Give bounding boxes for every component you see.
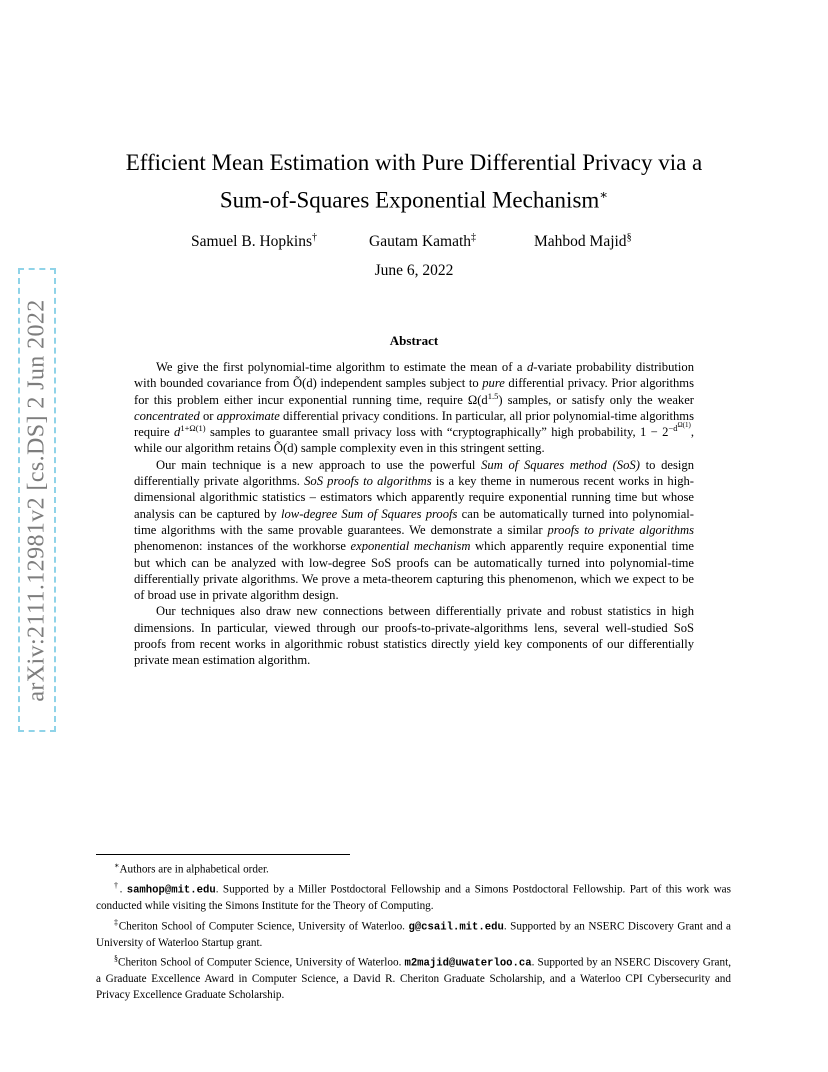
author-hopkins-marker: †: [312, 232, 317, 243]
abstract-body: [134, 359, 694, 669]
paper-title: [90, 147, 738, 217]
footnote-authors-order: ∗Authors are in alphabetical order.: [114, 861, 269, 876]
paper-title-line-1: Efficient Mean Estimation with Pure Differential Privacy via a: [125, 150, 703, 175]
abstract-paragraph-3: Our techniques also draw new connections between differentially private and robust statistics in high dimensions. In particular, viewed through our proofs-to-private-algorithms lens, several well-studied SoS proofs from recent works in algorithmic robust statistics directly yield key components of our differentially private mean estimation algorithm.: [134, 604, 694, 668]
abstract-paragraph-1: We give the first polynomial-time algorithm to estimate the mean of a d-variate probability distribution with bounded covariance from Õ(d) independent samples subject to pure differential privacy. Prior algorithms for this problem either incur exponential running time, require $\Omega(d^{1.5})$ samples, or satisfy only the weaker concentrated or approximate differential privacy conditions. In particular, all prior polynomial-time algorithms require $d^{1+\Omega(1)}$ samples to guarantee small privacy loss with “cryptographically” high probability, $1 - 2^{-d^{\Omega(1)}}$, while our algorithm retains Õ(d) sample complexity even in this stringent setting.: [134, 360, 694, 456]
footnote-kamath: ‡Cheriton School of Computer Science, University of Waterloo. g@csail.mit.edu. Supported by an NSERC Discovery Grant and a University of Waterloo Startup grant.: [96, 917, 731, 949]
footnote-majid: §Cheriton School of Computer Science, University of Waterloo. m2majid@uwaterloo.ca. Supported by an NSERC Discovery Grant, a Graduate Excellence Award in Computer Science, a David R. Cheriton Graduate Scholarship, and a Waterloo CPI Cybersecurity and Privacy Excellence Graduate Scholarship.: [96, 954, 732, 1001]
paper-title-line-2: Sum-of-Squares Exponential Mechanism∗: [219, 187, 609, 213]
email-kamath[interactable]: g@csail.mit.edu: [408, 921, 504, 934]
arxiv-identifier-text: arXiv:2111.12981v2 [cs.DS] 2 Jun 2022: [23, 298, 50, 702]
email-majid[interactable]: m2majid@uwaterloo.ca: [404, 957, 532, 970]
abstract-heading: Abstract: [389, 333, 439, 348]
author-kamath: Gautam Kamath‡: [369, 232, 477, 251]
author-hopkins: Samuel B. Hopkins†: [191, 232, 317, 251]
title-footnote-marker: ∗: [599, 187, 609, 202]
author-majid-marker: §: [626, 232, 632, 243]
footnote-divider: [96, 854, 350, 855]
publication-date: June 6, 2022: [374, 262, 454, 279]
footnotes: [96, 858, 731, 1003]
author-kamath-marker: ‡: [471, 232, 477, 243]
abstract-paragraph-2: Our main technique is a new approach to use the powerful Sum of Squares method (SoS) to design differentially private algorithms. SoS proofs to algorithms is a key theme in numerous recent works in high-dimensional algorithmic statistics – estimators which apparently require exponential running time but whose analysis can be captured by low-degree Sum of Squares proofs can be automatically turned into polynomial-time algorithms with the same provable guarantees. We demonstrate a similar proofs to private algorithms phenomenon: instances of the workhorse exponential mechanism which apparently require exponential time but which can be analyzed with low-degree SoS proofs can be automatically turned into polynomial-time differentially private algorithms. We prove a meta-theorem capturing this phenomenon, which we expect to be of broad use in private algorithm design.: [134, 457, 694, 603]
email-hopkins[interactable]: samhop@mit.edu: [126, 884, 216, 897]
author-majid: Mahbod Majid§: [534, 232, 632, 251]
footnote-hopkins: †. samhop@mit.edu. Supported by a Miller Postdoctoral Fellowship and a Simons Postdoctoral Fellowship. Part of this work was conducted while visiting the Simons Institute for the Theory of Computing.: [96, 881, 732, 913]
